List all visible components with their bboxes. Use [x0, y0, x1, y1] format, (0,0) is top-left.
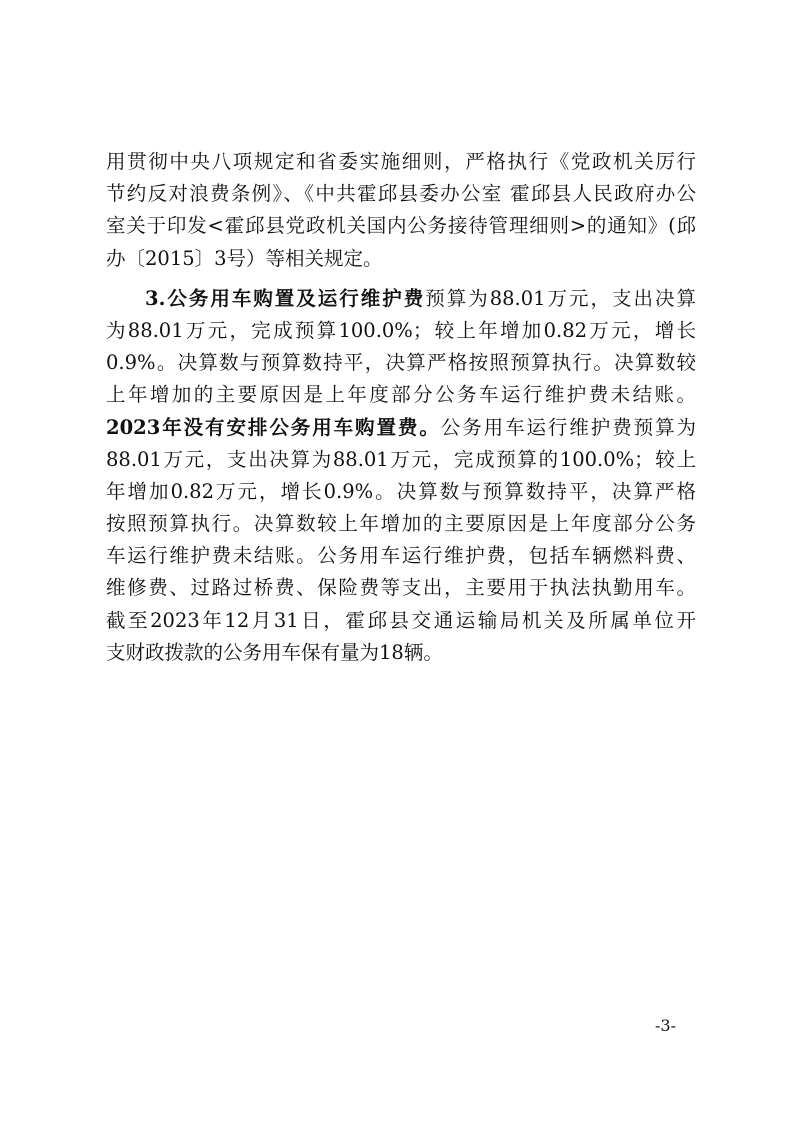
text-line	[106, 412, 696, 444]
paragraph-spacer	[106, 275, 696, 283]
paragraph-reception-rules	[106, 146, 696, 275]
text-line: 用贯彻中央八项规定和省委实施细则，严格执行《党政机关厉行	[106, 150, 696, 173]
text-line: 上年增加的主要原因是上年度部分公务车运行维护费未结账。	[106, 383, 696, 407]
text-run: 预算为88.01万元，支出决算	[425, 286, 697, 310]
text-line: 办〔2015〕3号）等相关规定。	[106, 246, 383, 270]
text-line	[106, 283, 696, 315]
text-line: 年增加0.82万元，增长0.9%。决算数与预算数持平，决算严格	[106, 479, 696, 503]
paragraph-vehicle-expenses	[106, 283, 696, 669]
text-line: 支财政拨款的公务用车保有量为18辆。	[106, 640, 443, 664]
section-heading: 3.公务用车购置及运行维护费	[145, 286, 426, 310]
text-line: 维修费、过路过桥费、保险费等支出，主要用于执法执勤用车。	[106, 576, 696, 600]
text-line: 截至2023年12月31日，霍邱县交通运输局机关及所属单位开	[106, 608, 696, 632]
document-body	[106, 146, 696, 669]
text-line: 节约反对浪费条例》、《中共霍邱县委办公室 霍邱县人民政府办公	[106, 182, 696, 206]
text-line: 0.9%。决算数与预算数持平，决算严格按照预算执行。决算数较	[106, 351, 696, 375]
text-line: 为88.01万元，完成预算100.0%；较上年增加0.82万元，增长	[106, 318, 696, 342]
text-line: 88.01万元，支出决算为88.01万元，完成预算的100.0%；较上	[106, 447, 696, 471]
text-line: 按照预算执行。决算数较上年增加的主要原因是上年度部分公务	[106, 512, 696, 536]
page-number: -3-	[655, 1016, 676, 1035]
text-line: 室关于印发<霍邱县党政机关国内公务接待管理细则>的通知》(邱	[106, 214, 696, 238]
bold-sentence: 2023年没有安排公务用车购置费。	[106, 415, 441, 439]
text-line: 车运行维护费未结账。公务用车运行维护费，包括车辆燃料费、	[106, 544, 696, 568]
text-run: 公务用车运行维护费预算为	[440, 415, 696, 439]
